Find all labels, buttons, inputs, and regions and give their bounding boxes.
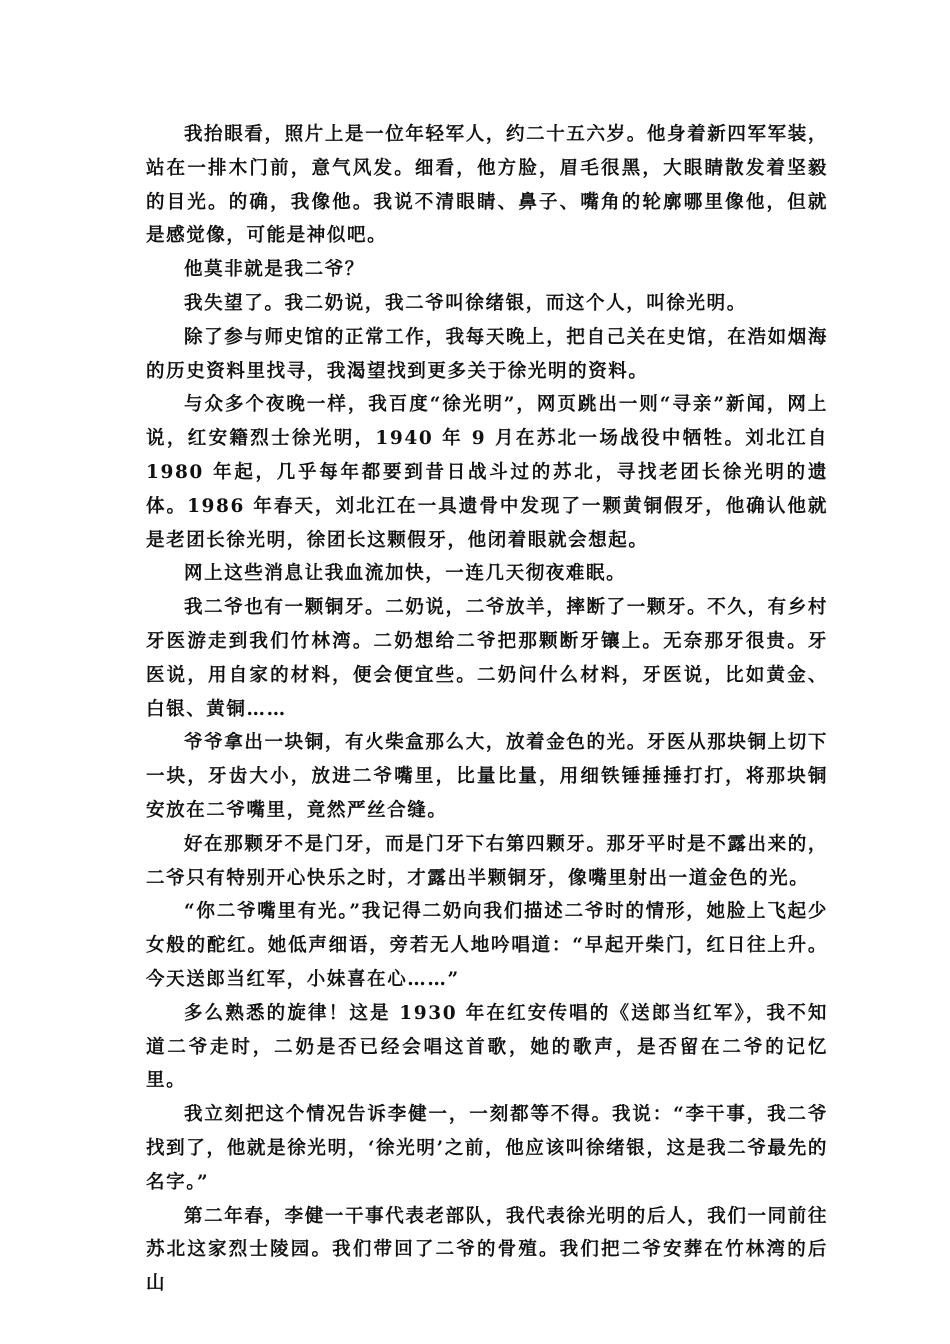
- paragraph: “你二爷嘴里有光。”我记得二奶向我们描述二爷时的情形，她脸上飞起少女般的酡红。她低声细语，旁若无人地吟唱道：“早起开柴门，红日往上升。今天送郎当红军，小妹喜在心……”: [146, 901, 828, 990]
- article-body: [146, 118, 828, 1301]
- paragraph: 与众多个夜晚一样，我百度“徐光明”，网页跳出一则“寻亲”新闻，网上说，红安籍烈士徐光明，1940 年 9 月在苏北一场战役中牺牲。刘北江自 1980 年起，几乎每年都要到昔日战斗过的苏北，寻找老团长徐光明的遗体。1986 年春天，刘北江在一具遗骨中发现了一颗黄铜假牙，他确认他就是老团长徐光明，徐团长这颗假牙，他闭着眼就会想起。: [146, 394, 828, 551]
- paragraph: 第二年春，李健一干事代表老部队，我代表徐光明的后人，我们一同前往苏北这家烈士陵园。我们带回了二爷的骨殖。我们把二爷安葬在竹林湾的后山: [146, 1205, 828, 1295]
- paragraph: 多么熟悉的旋律！这是 1930 年在红安传唱的《送郎当红军》，我不知道二爷走时，二奶是否已经会唱这首歌，她的歌声，是否留在二爷的记忆里。: [146, 1002, 828, 1092]
- paragraph: 我抬眼看，照片上是一位年轻军人，约二十五六岁。他身着新四军军装，站在一排木门前，意气风发。细看，他方脸，眉毛很黑，大眼睛散发着坚毅的目光。的确，我像他。我说不清眼睛、鼻子、嘴角的轮廓哪里像他，但就是感觉像，可能是神似吧。: [146, 124, 828, 247]
- paragraph: 我二爷也有一颗铜牙。二奶说，二爷放羊，摔断了一颗牙。不久，有乡村牙医游走到我们竹林湾。二奶想给二爷把那颗断牙镶上。无奈那牙很贵。牙医说，用自家的材料，便会便宜些。二奶问什么材料，牙医说，比如黄金、白银、黄铜……: [146, 597, 828, 720]
- paragraph: 除了参与师史馆的正常工作，我每天晚上，把自己关在史馆，在浩如烟海的历史资料里找寻，我渴望找到更多关于徐光明的资料。: [146, 326, 828, 382]
- paragraph: 好在那颗牙不是门牙，而是门牙下右第四颗牙。那牙平时是不露出来的，二爷只有特别开心快乐之时，才露出半颗铜牙，像嘴里射出一道金色的光。: [146, 833, 828, 889]
- paragraph: 我失望了。我二奶说，我二爷叫徐绪银，而这个人，叫徐光明。: [184, 292, 747, 314]
- paragraph: 他莫非就是我二爷？: [184, 259, 365, 281]
- paragraph: 爷爷拿出一块铜，有火柴盒那么大，放着金色的光。牙医从那块铜上切下一块，牙齿大小，放进二爷嘴里，比量比量，用细铁锤捶捶打打，将那块铜安放在二爷嘴里，竟然严丝合缝。: [146, 732, 828, 821]
- paragraph: 网上这些消息让我血流加快，一连几天彻夜难眠。: [184, 563, 627, 585]
- paragraph: 我立刻把这个情况告诉李健一，一刻都等不得。我说：“李干事，我二爷找到了，他就是徐光明，‘徐光明’之前，他应该叫徐绪银，这是我二爷最先的名字。”: [146, 1104, 828, 1193]
